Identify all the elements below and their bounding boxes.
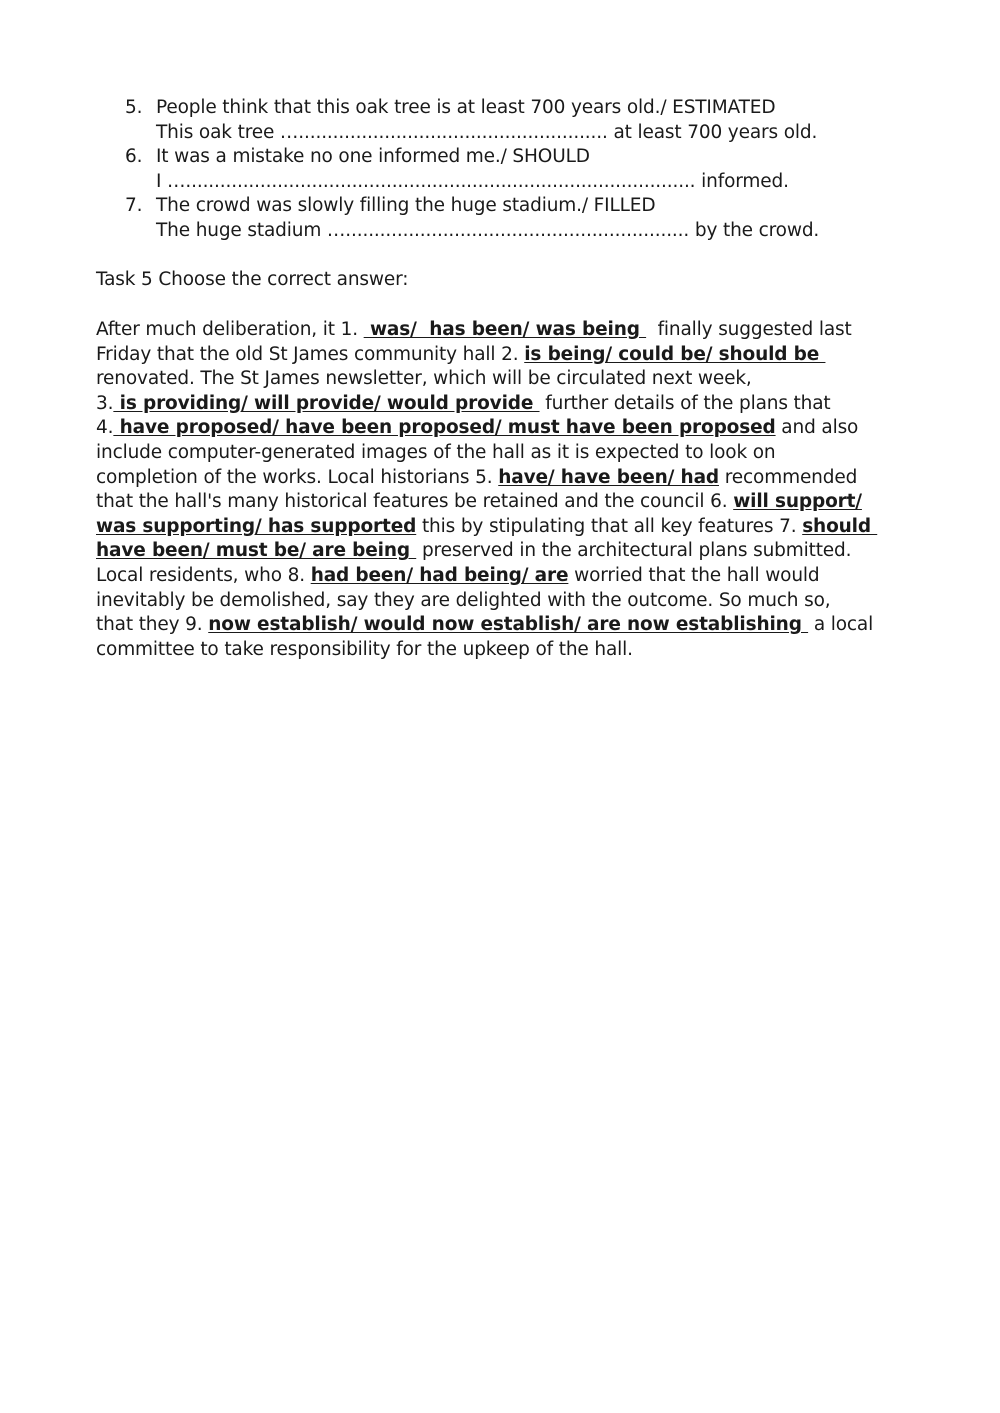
passage-text: that the hall's many historical features be retained and the council 6. bbox=[96, 491, 734, 513]
passage-line bbox=[96, 490, 916, 515]
passage-line bbox=[96, 515, 916, 540]
list-item bbox=[125, 145, 905, 194]
answer-options: should bbox=[802, 515, 878, 537]
passage-text: After much deliberation, it 1. bbox=[96, 319, 364, 340]
task-5-passage bbox=[96, 318, 916, 662]
item-prompt: People think that this oak tree is at least 700 years old./ ESTIMATED bbox=[156, 97, 776, 118]
passage-text: that they 9. bbox=[96, 614, 209, 636]
passage-line bbox=[96, 367, 916, 392]
passage-line bbox=[96, 589, 916, 614]
passage-text: completion of the works. Local historians 5. bbox=[96, 466, 499, 488]
passage-line bbox=[96, 638, 916, 663]
answer-options: is providing/ will provide/ would provide bbox=[113, 392, 540, 414]
item-rewrite: The huge stadium …............................................................ by the crowd. bbox=[156, 219, 820, 241]
passage-text: and also bbox=[775, 417, 859, 439]
item-rewrite: This oak tree …...................................................... at least 700 years old. bbox=[156, 121, 818, 143]
item-number: 5. bbox=[125, 97, 143, 118]
list-item bbox=[125, 96, 905, 145]
item-number: 7. bbox=[125, 195, 143, 217]
passage-line bbox=[96, 539, 916, 564]
passage-text: recommended bbox=[719, 466, 858, 488]
passage-line bbox=[96, 318, 916, 343]
passage-line bbox=[96, 343, 916, 368]
item-number: 6. bbox=[125, 146, 143, 168]
passage-text: finally suggested last bbox=[646, 319, 852, 340]
answer-options: was/ has been/ was being bbox=[363, 319, 647, 340]
passage-text: committee to take responsibility for the upkeep of the hall. bbox=[96, 638, 633, 660]
passage-text: Local residents, who 8. bbox=[96, 564, 311, 586]
answer-options: have been/ must be/ are being bbox=[96, 540, 417, 562]
passage-line bbox=[96, 392, 916, 417]
passage-line bbox=[96, 466, 916, 491]
passage-text: 3. bbox=[96, 392, 114, 414]
answer-options: is being/ could be/ should be bbox=[524, 343, 826, 365]
passage-text: renovated. The St James newsletter, which will be circulated next week, bbox=[96, 368, 752, 390]
task-5-heading: Task 5 Choose the correct answer: bbox=[96, 269, 409, 290]
passage-text: inevitably be demolished, say they are delighted with the outcome. So much so, bbox=[96, 589, 831, 611]
passage-text: 4. bbox=[96, 417, 114, 439]
item-rewrite: I …......................................................................................... informed. bbox=[156, 170, 789, 192]
passage-line bbox=[96, 564, 916, 589]
passage-text: worried that the hall would bbox=[568, 564, 820, 586]
transformation-list bbox=[125, 96, 905, 244]
passage-line bbox=[96, 613, 916, 638]
passage-text: preserved in the architectural plans submitted. bbox=[416, 540, 852, 562]
answer-options: had been/ had being/ are bbox=[310, 564, 569, 586]
item-prompt: The crowd was slowly filling the huge stadium./ FILLED bbox=[156, 195, 656, 217]
answer-options: have proposed/ have been proposed/ must have been proposed bbox=[113, 417, 776, 439]
answer-options: will support/ bbox=[733, 491, 862, 513]
passage-text: this by stipulating that all key features 7. bbox=[416, 515, 803, 537]
passage-text: further details of the plans that bbox=[539, 392, 831, 414]
passage-line bbox=[96, 416, 916, 441]
passage-text: Friday that the old St James community hall 2. bbox=[96, 343, 525, 365]
passage-text: include computer-generated images of the hall as it is expected to look on bbox=[96, 441, 776, 463]
list-item bbox=[125, 194, 905, 243]
passage-line bbox=[96, 441, 916, 466]
answer-options: have/ have been/ had bbox=[498, 466, 719, 488]
passage-text: a local bbox=[808, 614, 874, 636]
answer-options: was supporting/ has supported bbox=[96, 515, 417, 537]
item-prompt: It was a mistake no one informed me./ SHOULD bbox=[156, 146, 590, 168]
answer-options: now establish/ would now establish/ are now establishing bbox=[208, 614, 809, 636]
